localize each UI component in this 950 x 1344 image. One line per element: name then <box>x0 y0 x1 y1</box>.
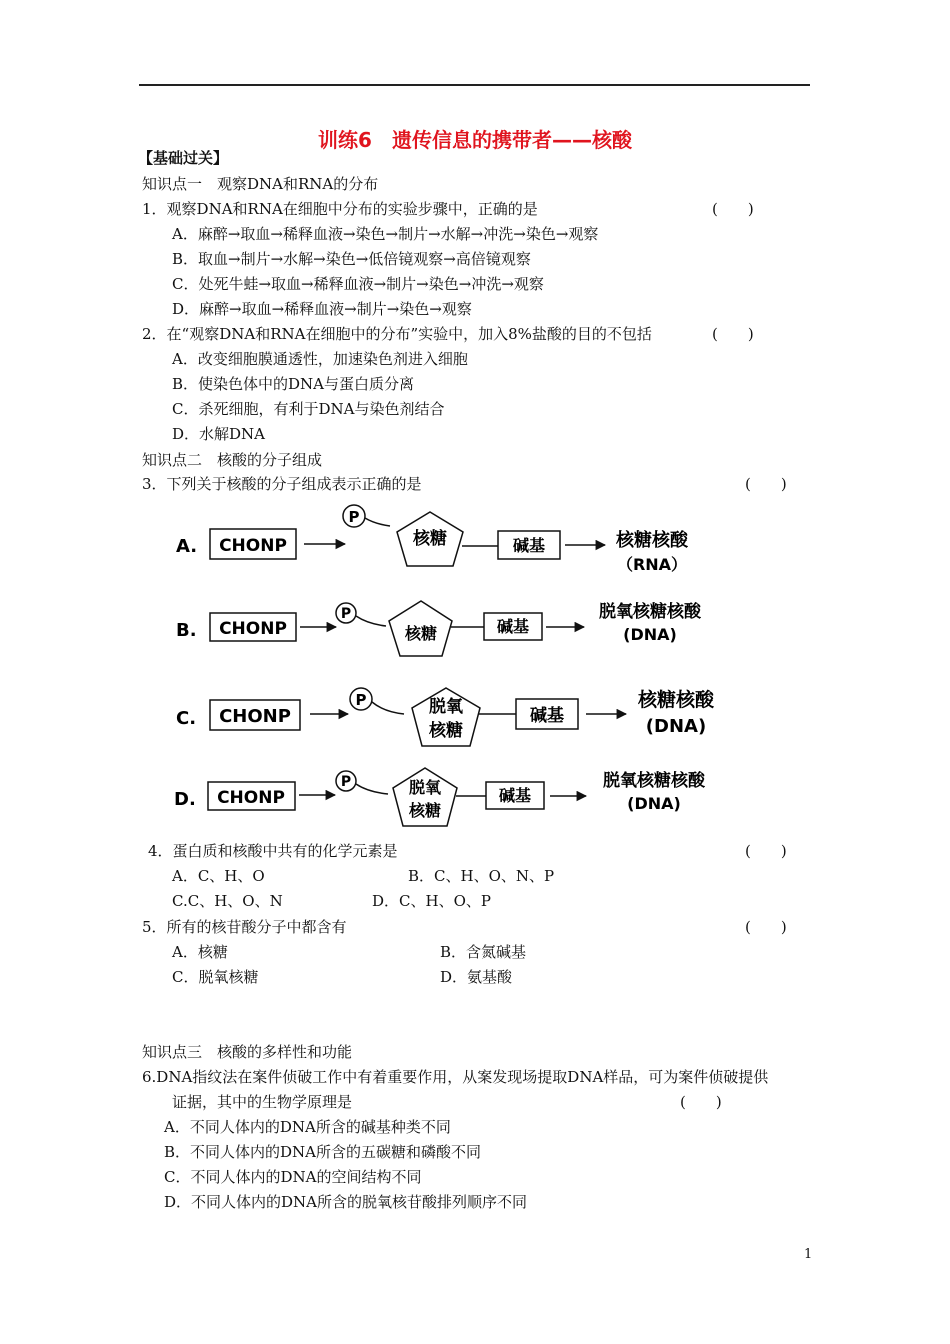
k2-heading: 知识点二 核酸的分子组成 <box>142 451 323 469</box>
diagram-b-bond-1 <box>356 616 386 626</box>
q2-stem: 2．在“观察DNA和RNA在细胞中的分布”实验中，加入8%盐酸的目的不包括 <box>142 325 652 343</box>
diagram-c-phosphate: P <box>355 691 367 709</box>
diagram-b-elements: CHONP <box>219 619 287 639</box>
diagram-c-elements: CHONP <box>219 706 291 727</box>
page-number: 1 <box>804 1247 813 1262</box>
k1-heading: 知识点一 观察DNA和RNA的分布 <box>142 175 379 193</box>
diagram-a-result-abbr: （RNA） <box>616 555 688 574</box>
diagram-d-sugar-line2: 核糖 <box>408 801 442 820</box>
diagram-d-result: 脱氧核糖核酸 <box>603 771 705 791</box>
diagram-option-d <box>174 768 706 826</box>
q1-option-d: D．麻醉→取血→稀释血液→制片→染色→观察 <box>172 300 472 318</box>
diagram-d-letter: D. <box>174 789 196 810</box>
q3-stem: 3．下列关于核酸的分子组成表示正确的是 <box>142 475 422 493</box>
q4-option-b: B．C、H、O、N、P <box>408 867 555 885</box>
diagram-a-result: 核糖核酸 <box>616 530 688 551</box>
diagram-a-bond-1 <box>365 518 390 526</box>
q4-option-a: A．C、H、O <box>172 867 265 885</box>
diagram-c-result-abbr: (DNA) <box>645 716 707 737</box>
diagram-c-result: 核糖核酸 <box>637 689 715 711</box>
k3-heading: 知识点三 核酸的多样性和功能 <box>142 1043 353 1061</box>
q6-option-c: C．不同人体内的DNA的空间结构不同 <box>164 1168 422 1186</box>
q6-option-b: B．不同人体内的DNA所含的五碳糖和磷酸不同 <box>164 1143 482 1161</box>
diagram-a-elements: CHONP <box>219 536 287 556</box>
diagram-c-sugar-line1: 脱氧 <box>429 697 463 717</box>
q2-answer-paren: ( ) <box>712 325 754 343</box>
q1-answer-paren: ( ) <box>712 200 754 218</box>
q1-option-b: B．取血→制片→水解→染色→低倍镜观察→高倍镜观察 <box>172 250 531 268</box>
q6-stem-line1: 6.DNA指纹法在案件侦破工作中有着重要作用，从案发现场提取DNA样品，可为案件侦破提供 <box>142 1068 769 1086</box>
diagram-b-sugar: 核糖 <box>404 624 438 643</box>
diagram-b-base: 碱基 <box>496 617 530 636</box>
diagram-option-c <box>176 688 715 746</box>
q1-stem: 1．观察DNA和RNA在细胞中分布的实验步骤中，正确的是 <box>142 200 538 218</box>
q4-answer-paren: ( ) <box>745 842 787 860</box>
page-title: 训练6 遗传信息的携带者——核酸 <box>318 128 632 152</box>
q1-option-a: A．麻醉→取血→稀释血液→染色→制片→水解→冲洗→染色→观察 <box>172 225 599 243</box>
diagram-a-phosphate: P <box>348 508 360 526</box>
diagram-a-letter: A. <box>176 536 198 557</box>
diagram-option-b <box>176 601 702 656</box>
q1-option-c: C．处死牛蛙→取血→稀释血液→制片→染色→冲洗→观察 <box>172 275 544 293</box>
q3-answer-paren: ( ) <box>745 475 787 493</box>
q4-stem: 4．蛋白质和核酸中共有的化学元素是 <box>148 842 398 860</box>
diagram-b-phosphate: P <box>340 606 352 622</box>
diagram-d-sugar-line1: 脱氧 <box>408 778 442 797</box>
q5-option-a: A．核糖 <box>172 943 228 961</box>
diagram-d-result-abbr: (DNA) <box>627 794 681 813</box>
diagram-a-base: 碱基 <box>512 536 546 555</box>
diagram-option-a <box>176 505 689 574</box>
q5-option-b: B．含氮碱基 <box>440 943 527 961</box>
diagram-c-letter: C. <box>176 708 197 729</box>
header-rule <box>139 84 810 86</box>
q5-stem: 5．所有的核苷酸分子中都含有 <box>142 918 347 936</box>
diagram-b-letter: B. <box>176 620 197 641</box>
q4-option-c: C.C、H、O、N <box>172 892 283 910</box>
q2-option-d: D．水解DNA <box>172 425 266 443</box>
diagram-d-elements: CHONP <box>217 788 285 808</box>
nucleotide-diagrams <box>168 500 728 830</box>
diagram-a-sugar: 核糖 <box>413 529 447 549</box>
q2-option-a: A．改变细胞膜通透性，加速染色剂进入细胞 <box>172 350 468 368</box>
diagram-b-result: 脱氧核糖核酸 <box>599 602 701 622</box>
q6-answer-paren: ( ) <box>680 1093 722 1111</box>
q6-stem-line2: 证据，其中的生物学原理是 <box>172 1093 353 1111</box>
diagram-d-phosphate: P <box>340 774 352 790</box>
section-label: 【基础过关】 <box>138 149 229 167</box>
diagram-c-sugar-line2: 核糖 <box>429 721 463 741</box>
q5-answer-paren: ( ) <box>745 918 787 936</box>
q2-option-c: C．杀死细胞，有利于DNA与染色剂结合 <box>172 400 445 418</box>
diagram-c-bond-1 <box>372 702 404 714</box>
diagram-d-bond-1 <box>356 784 388 794</box>
q2-option-b: B．使染色体中的DNA与蛋白质分离 <box>172 375 415 393</box>
diagram-b-result-abbr: (DNA) <box>623 625 677 644</box>
q4-option-d: D．C、H、O、P <box>372 892 491 910</box>
q5-option-d: D．氨基酸 <box>440 968 513 986</box>
q5-option-c: C．脱氧核糖 <box>172 968 259 986</box>
q6-option-d: D．不同人体内的DNA所含的脱氧核苷酸排列顺序不同 <box>164 1193 528 1211</box>
diagram-d-base: 碱基 <box>498 786 532 805</box>
diagram-c-base: 碱基 <box>530 706 564 726</box>
q6-option-a: A．不同人体内的DNA所含的碱基种类不同 <box>164 1118 451 1136</box>
